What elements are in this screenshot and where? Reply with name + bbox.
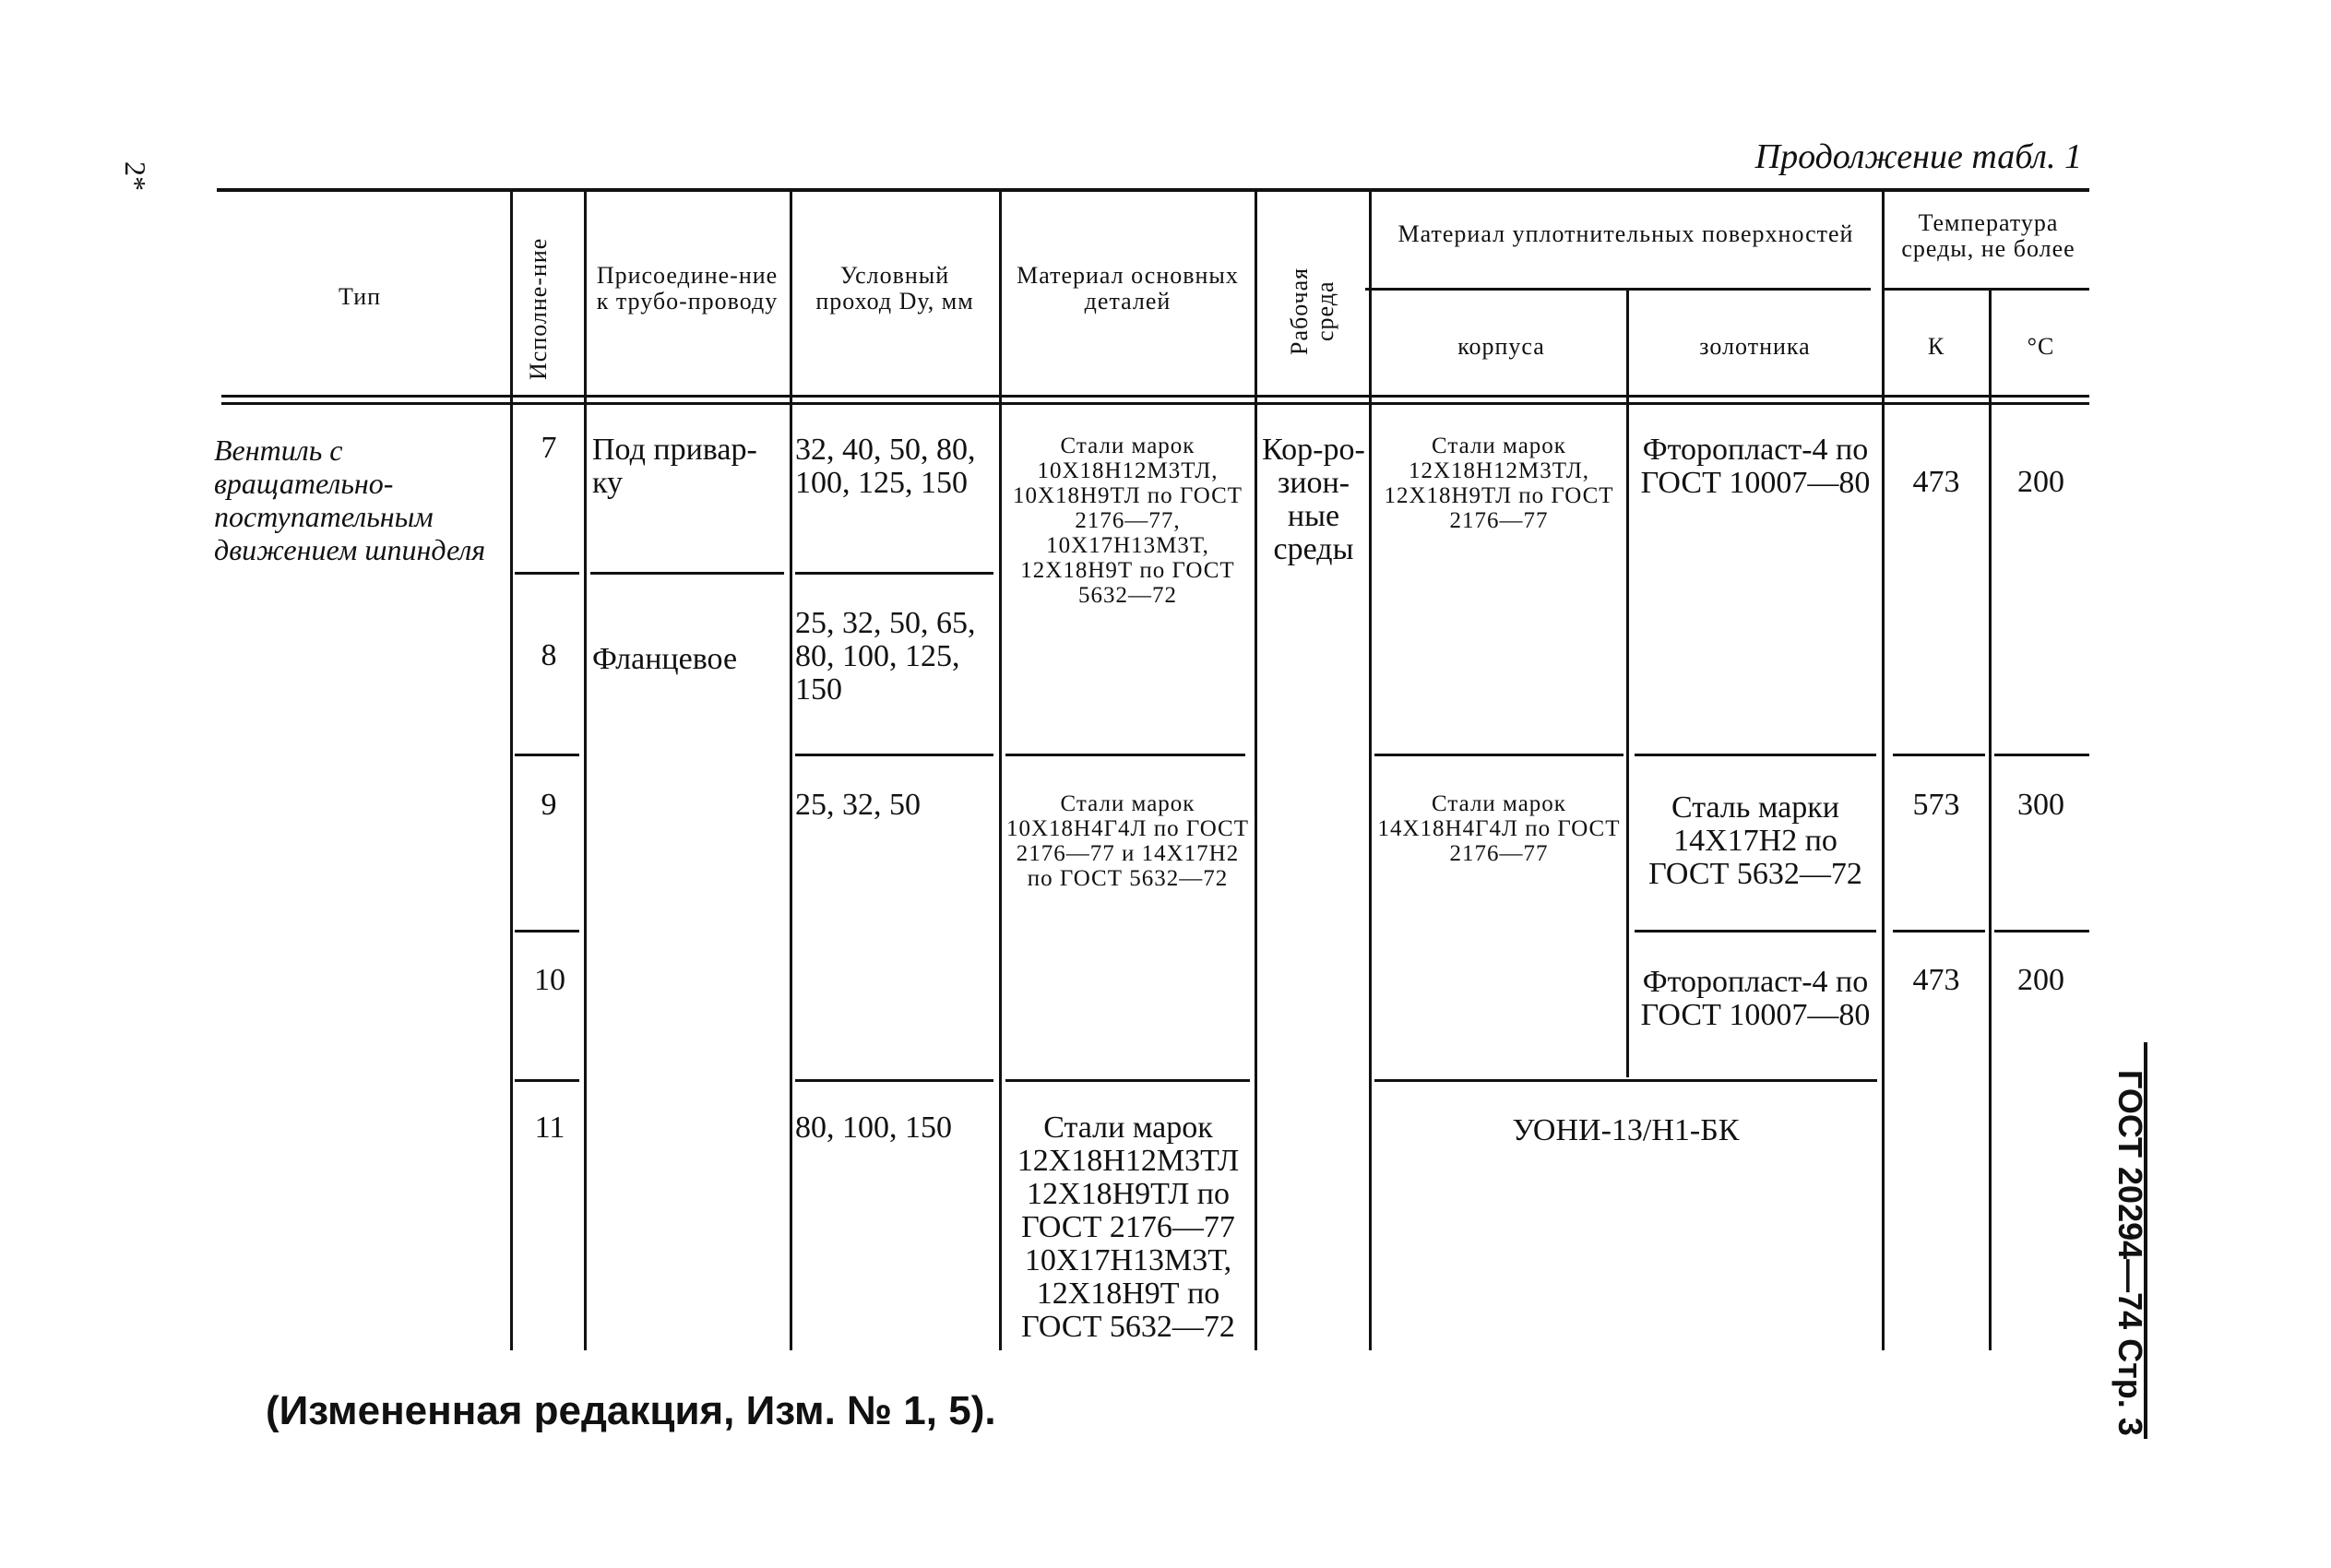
row8-connection: Фланцевое — [592, 642, 738, 676]
col-rule-8 — [1882, 190, 1885, 1350]
row9-material: Стали марок 10Х18Н4Г4Л по ГОСТ 2176—77 и 14Х17Н2 по ГОСТ 5632—72 — [1005, 791, 1250, 891]
row10-celsius: 200 — [2017, 963, 2064, 997]
header-kelvin: К — [1927, 333, 1945, 360]
col-rule-9 — [1989, 291, 1992, 1350]
row7-kelvin: 473 — [1912, 465, 1960, 499]
temperature-header-rule — [1882, 288, 2089, 291]
row11-sealing: УОНИ-13/Н1-БК — [1512, 1113, 1740, 1147]
row-sep-8-9-spool — [1635, 754, 1876, 756]
header-temperature: Температура среды, не более — [1901, 209, 2075, 262]
header-material-main: Материал основных деталей — [1017, 262, 1239, 315]
row10-execution: 10 — [534, 963, 565, 997]
row7-dn: 32, 40, 50, 80, 100, 125, 150 — [795, 433, 976, 500]
row-sep-9-10-exec — [515, 930, 579, 932]
row9-spool: Сталь марки 14Х17Н2 по ГОСТ 5632—72 — [1648, 790, 1862, 891]
row8-execution: 8 — [541, 638, 557, 672]
row-sep-9-10-k — [1893, 930, 1985, 932]
col-rule-7 — [1626, 291, 1629, 1077]
row-sep-10-11-exec — [515, 1079, 579, 1082]
row7-material: Стали марок 10Х18Н12М3ТЛ, 10Х18Н9ТЛ по ГОСТ 2176—77, 10Х17Н13М3Т, 12Х18Н9Т по ГОСТ 5632—72 — [1012, 434, 1243, 608]
col-rule-3 — [790, 190, 792, 1350]
header-working-medium: Рабочая среда — [1286, 267, 1338, 356]
row11-material: Стали марок 12Х18Н12М3ТЛ 12Х18Н9ТЛ по ГОСТ 2176—77 10Х17Н13М3Т, 12Х18Н9Т по ГОСТ 5632—72 — [1017, 1111, 1240, 1344]
row9-kelvin: 573 — [1912, 788, 1960, 822]
header-bottom-rule-2 — [221, 402, 2089, 405]
row7-connection: Под привар-ку — [592, 433, 757, 500]
row11-execution: 11 — [534, 1111, 565, 1145]
page-corner-mark: 2* — [119, 161, 152, 191]
document-side-title: ГОСТ 20294—74 Стр. 3 — [2111, 1070, 2149, 1436]
col-rule-2 — [584, 190, 587, 1350]
row9-dn: 25, 32, 50 — [795, 788, 921, 822]
row8-dn: 25, 32, 50, 65, 80, 100, 125, 150 — [795, 606, 976, 707]
col-rule-6 — [1369, 190, 1372, 1350]
row7-execution: 7 — [541, 431, 557, 465]
row-sep-7-8-exec — [515, 572, 579, 575]
row-sep-10-11-sealing — [1374, 1079, 1877, 1082]
row-sep-10-11-mat — [1005, 1079, 1250, 1082]
row-sep-8-9-k — [1893, 754, 1985, 756]
row-sep-8-9-c — [1994, 754, 2089, 756]
amendment-note: (Измененная редакция, Изм. № 1, 5). — [266, 1388, 996, 1433]
row-sep-7-8-dn — [795, 572, 993, 575]
row9-body: Стали марок 14Х18Н4Г4Л по ГОСТ 2176—77 — [1377, 791, 1621, 866]
row7-medium: Кор-ро-зион-ные среды — [1262, 433, 1365, 566]
row7-celsius: 200 — [2017, 465, 2064, 499]
row7-spool: Фторопласт-4 по ГОСТ 10007—80 — [1640, 433, 1871, 500]
row-sep-9-10-spool — [1635, 930, 1876, 932]
row-sep-8-9-mat — [1005, 754, 1245, 756]
header-nominal-pass: Условный проход Dу, мм — [815, 262, 974, 315]
row-sep-8-9-exec — [515, 754, 579, 756]
table-continuation-label: Продолжение табл. 1 — [1754, 137, 2082, 176]
header-spool: золотника — [1699, 333, 1811, 360]
row-sep-10-11-dn — [795, 1079, 993, 1082]
row11-dn: 80, 100, 150 — [795, 1111, 952, 1145]
row9-celsius: 300 — [2017, 788, 2064, 822]
sealing-header-rule — [1365, 288, 1871, 291]
row7-body: Стали марок 12Х18Н12М3ТЛ, 12Х18Н9ТЛ по ГОСТ 2176—77 — [1384, 434, 1614, 533]
row-sep-7-8-conn — [590, 572, 784, 575]
row-sep-9-10-c — [1994, 930, 2089, 932]
row-sep-8-9-body — [1374, 754, 1623, 756]
row10-spool: Фторопласт-4 по ГОСТ 10007—80 — [1640, 965, 1871, 1032]
row10-kelvin: 473 — [1912, 963, 1960, 997]
col-rule-1 — [510, 190, 513, 1350]
table-top-rule — [217, 188, 2089, 192]
col-rule-4 — [999, 190, 1002, 1350]
header-bottom-rule-1 — [221, 395, 2089, 398]
header-execution: Исполне-ние — [525, 237, 552, 381]
header-sealing-material: Материал уплотнительных поверхностей — [1397, 220, 1854, 247]
header-type: Тип — [338, 283, 382, 310]
row9-execution: 9 — [541, 788, 557, 822]
valve-type-label: Вентиль с вращательно-поступательным движением шпинделя — [214, 434, 486, 566]
header-body: корпуса — [1457, 333, 1545, 360]
col-rule-5 — [1255, 190, 1257, 1350]
header-connection: Присоедине-ние к трубо-проводу — [596, 262, 779, 315]
header-celsius: °С — [2027, 333, 2055, 360]
row-sep-8-9-dn — [795, 754, 993, 756]
